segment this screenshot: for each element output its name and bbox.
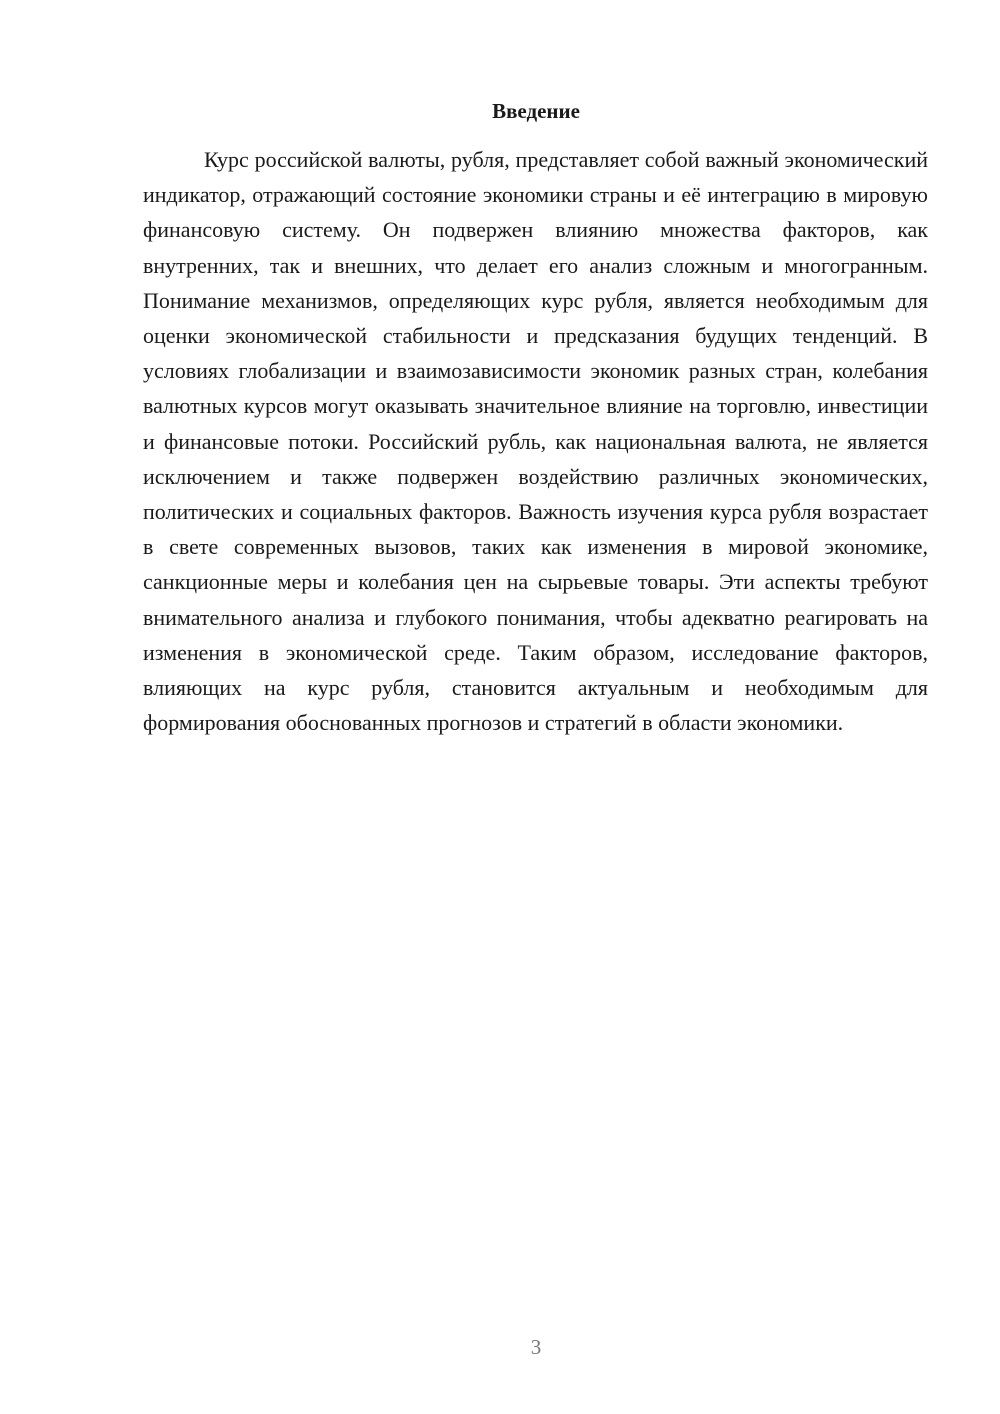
section-heading: Введение <box>492 99 580 123</box>
page-number: 3 <box>530 1335 542 1359</box>
body-paragraph: Курс российской валюты, рубля, представляет собой важный экономический индикатор, отражающий состояние экономики страны и её интеграцию в мировую финансовую систему. Он подвержен влиянию множества факторов, как внутренних, так и внешних, что делает его анализ сложным и многогранным. Понимание механизмов, определяющих курс рубля, является необходимым для оценки экономической стабильности и предсказания будущих тенденций. В условиях глобализации и взаимозависимости экономик разных стран, колебания валютных курсов могут оказывать значительное влияние на торговлю, инвестиции и финансовые потоки. Российский рубль, как национальная валюта, не является исключением и также подвержен воздействию различных экономических, политических и социальных факторов. Важность изучения курса рубля возрастает в свете современных вызовов, таких как изменения в мировой экономике, санкционные меры и колебания цен на сырьевые товары. Эти аспекты требуют внимательного анализа и глубокого понимания, чтобы адекватно реагировать на изменения в экономической среде. Таким образом, исследование факторов, влияющих на курс рубля, становится актуальным и необходимым для формирования обоснованных прогнозов и стратегий в области экономики. <box>143 147 928 736</box>
